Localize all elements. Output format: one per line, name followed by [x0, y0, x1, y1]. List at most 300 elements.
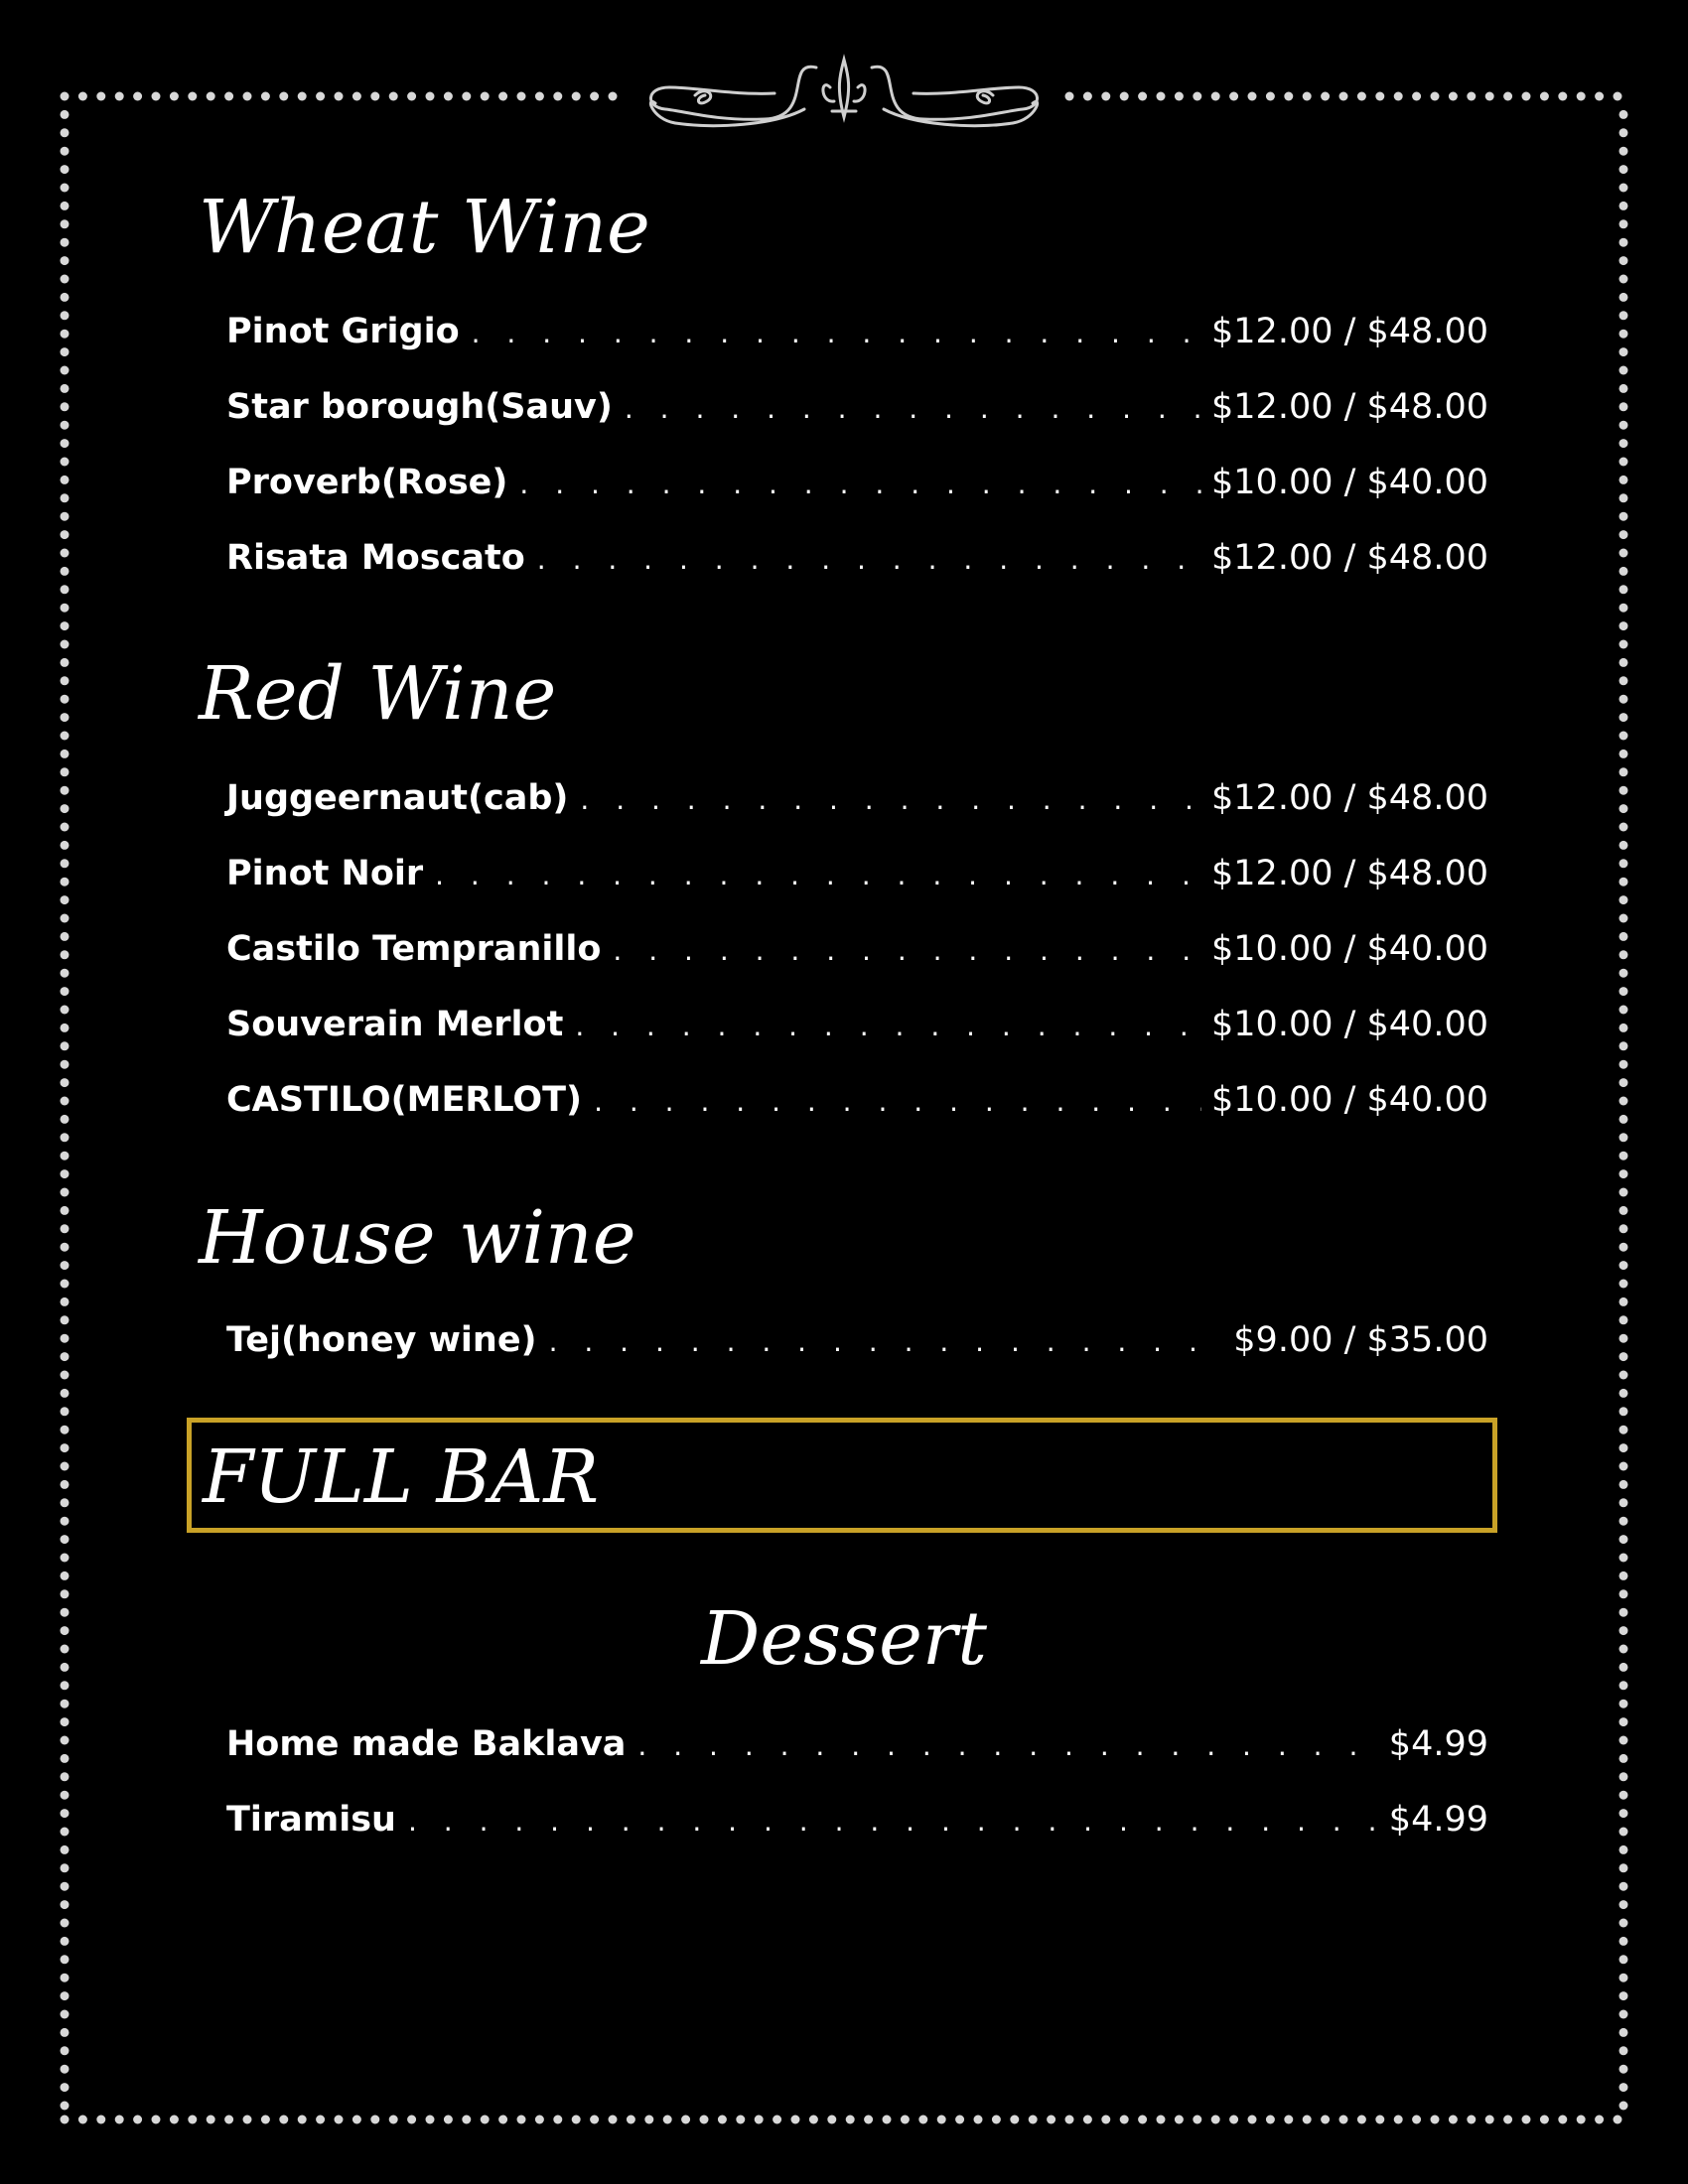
border-dot — [663, 2116, 672, 2124]
border-dot — [407, 92, 416, 101]
border-dot — [1619, 1736, 1628, 1745]
border-dot — [1619, 1078, 1628, 1087]
border-dot — [1540, 92, 1549, 101]
border-dot — [1619, 1041, 1628, 1050]
border-dot — [901, 2116, 910, 2124]
border-dot — [609, 2116, 618, 2124]
border-dot — [61, 1589, 70, 1598]
border-dot — [61, 1480, 70, 1489]
border-dot — [61, 1700, 70, 1708]
border-dot — [61, 878, 70, 887]
border-dot — [61, 2046, 70, 2055]
border-dot — [61, 256, 70, 265]
border-dot — [1229, 2116, 1238, 2124]
item-price: $10.00 / $40.00 — [1211, 929, 1488, 969]
border-dot — [1619, 1754, 1628, 1763]
dot-leader — [435, 852, 1201, 899]
border-dot — [61, 1772, 70, 1781]
item-price: $10.00 / $40.00 — [1211, 1005, 1488, 1044]
border-dot — [1619, 1334, 1628, 1343]
item-price: $12.00 / $48.00 — [1211, 312, 1488, 351]
menu-item-baklava — [226, 1720, 1488, 1768]
border-dot — [1619, 750, 1628, 758]
border-dot — [1101, 92, 1110, 101]
border-dot — [1619, 1809, 1628, 1818]
border-dot — [1619, 804, 1628, 813]
border-dot — [1619, 1498, 1628, 1507]
border-dot — [1157, 2116, 1166, 2124]
item-name: Souverain Merlot — [226, 1005, 564, 1044]
border-dot — [1619, 1426, 1628, 1434]
border-dot — [1266, 92, 1275, 101]
border-dot — [1619, 878, 1628, 887]
border-dot — [61, 950, 70, 959]
border-dot — [1619, 1462, 1628, 1471]
border-dot — [1449, 92, 1458, 101]
item-price: $12.00 / $48.00 — [1211, 854, 1488, 893]
border-dot — [61, 1078, 70, 1087]
border-dot — [261, 92, 270, 101]
border-dot — [352, 2116, 361, 2124]
item-name: Pinot Grigio — [226, 312, 460, 351]
border-dot — [61, 219, 70, 228]
border-dot — [1619, 1006, 1628, 1015]
border-dot — [1619, 2028, 1628, 2037]
border-dot — [1211, 92, 1220, 101]
border-dot — [61, 1955, 70, 1964]
border-dot — [553, 92, 562, 101]
border-dot — [61, 275, 70, 284]
border-dot — [1619, 330, 1628, 339]
border-dot — [61, 293, 70, 302]
border-dot — [1175, 92, 1184, 101]
border-dot — [1431, 2116, 1440, 2124]
border-dot — [1619, 184, 1628, 193]
border-dot — [61, 1315, 70, 1324]
border-dot — [61, 184, 70, 193]
border-dot — [1065, 92, 1074, 101]
border-dot — [61, 1371, 70, 1380]
red-wine-heading: Red Wine — [199, 651, 557, 737]
border-dot — [444, 92, 453, 101]
border-dot — [1619, 786, 1628, 795]
border-dot — [61, 1554, 70, 1563]
dot-leader — [580, 776, 1201, 824]
border-dot — [1619, 1919, 1628, 1928]
border-dot — [1431, 92, 1440, 101]
dot-leader — [575, 1003, 1201, 1050]
border-dot — [61, 458, 70, 467]
border-dot — [1619, 512, 1628, 521]
border-dot — [61, 2116, 70, 2124]
border-dot — [481, 2116, 490, 2124]
menu-item-souverain-merlot — [226, 1001, 1488, 1048]
border-dot — [1619, 1772, 1628, 1781]
border-dot — [78, 92, 87, 101]
border-dot — [1619, 841, 1628, 850]
border-dot — [389, 2116, 398, 2124]
border-dot — [61, 549, 70, 558]
border-dot — [1619, 1717, 1628, 1726]
border-dot — [1193, 92, 1201, 101]
border-dot — [974, 2116, 983, 2124]
border-dot — [1619, 1535, 1628, 1544]
border-dot — [535, 2116, 544, 2124]
dot-leader — [637, 1722, 1378, 1770]
border-dot — [1595, 2116, 1604, 2124]
border-dot — [207, 2116, 215, 2124]
border-dot — [61, 695, 70, 704]
border-dot — [61, 786, 70, 795]
border-dot — [1540, 2116, 1549, 2124]
border-dot — [224, 2116, 233, 2124]
border-dot — [1619, 585, 1628, 594]
border-dot — [133, 2116, 142, 2124]
border-dot — [1619, 1882, 1628, 1891]
border-dot — [61, 421, 70, 430]
item-name: Juggeernaut(cab) — [226, 778, 569, 818]
border-dot — [61, 1974, 70, 1982]
border-dot — [590, 92, 599, 101]
border-dot — [535, 92, 544, 101]
border-dot — [1619, 1133, 1628, 1142]
border-dot — [1619, 1352, 1628, 1361]
item-name: CASTILO(MERLOT) — [226, 1080, 583, 1120]
border-dot — [335, 92, 344, 101]
border-dot — [1619, 293, 1628, 302]
border-dot — [1303, 92, 1312, 101]
border-dot — [61, 402, 70, 411]
border-dot — [1619, 713, 1628, 722]
border-dot — [1619, 1243, 1628, 1252]
border-dot — [1248, 92, 1257, 101]
border-dot — [61, 1188, 70, 1197]
border-dot — [407, 2116, 416, 2124]
border-dot — [1619, 238, 1628, 247]
border-dot — [279, 2116, 288, 2124]
border-dot — [61, 330, 70, 339]
dot-leader — [594, 1078, 1201, 1126]
border-dot — [61, 1297, 70, 1306]
border-dot — [1138, 92, 1147, 101]
border-dot — [61, 2083, 70, 2092]
border-dot — [1558, 92, 1567, 101]
border-dot — [298, 92, 307, 101]
dot-leader — [625, 385, 1201, 433]
border-dot — [1619, 1554, 1628, 1563]
border-dot — [1010, 2116, 1019, 2124]
border-dot — [61, 476, 70, 484]
border-dot — [389, 92, 398, 101]
border-dot — [1619, 640, 1628, 649]
border-dot — [170, 2116, 179, 2124]
border-dot — [1394, 92, 1403, 101]
border-dot — [1577, 92, 1586, 101]
house-wine-heading: House wine — [199, 1195, 636, 1281]
border-dot — [846, 2116, 855, 2124]
item-price: $10.00 / $40.00 — [1211, 463, 1488, 502]
dot-leader — [549, 1318, 1224, 1366]
border-dot — [1619, 1571, 1628, 1580]
border-dot — [1619, 1169, 1628, 1178]
border-dot — [1619, 859, 1628, 868]
border-dot — [61, 1224, 70, 1233]
border-dot — [1485, 92, 1494, 101]
border-dot — [1619, 969, 1628, 978]
border-dot — [1619, 987, 1628, 996]
item-name: Tiramisu — [226, 1800, 396, 1840]
border-dot — [444, 2116, 453, 2124]
menu-item-tiramisu — [226, 1796, 1488, 1843]
border-dot — [61, 1863, 70, 1872]
border-dot — [1522, 92, 1531, 101]
border-dot — [1619, 1152, 1628, 1160]
border-dot — [1619, 549, 1628, 558]
border-dot — [1619, 823, 1628, 832]
border-dot — [1619, 2065, 1628, 2074]
border-dot — [1284, 92, 1293, 101]
item-name: Risata Moscato — [226, 538, 525, 578]
border-dot — [61, 1024, 70, 1032]
menu-item-star-borough — [226, 383, 1488, 431]
border-dot — [1619, 1224, 1628, 1233]
border-dot — [61, 1717, 70, 1726]
border-dot — [61, 1937, 70, 1946]
wheat-wine-heading: Wheat Wine — [199, 185, 650, 270]
border-dot — [1619, 1828, 1628, 1837]
border-dot — [1619, 256, 1628, 265]
border-dot — [1619, 275, 1628, 284]
border-dot — [1303, 2116, 1312, 2124]
item-name: Star borough(Sauv) — [226, 387, 613, 427]
border-dot — [1619, 1681, 1628, 1690]
border-dot — [61, 202, 70, 210]
border-dot — [133, 92, 142, 101]
border-dot — [61, 512, 70, 521]
border-dot — [115, 92, 124, 101]
border-dot — [1619, 1517, 1628, 1526]
border-dot — [1614, 92, 1622, 101]
border-dot — [188, 92, 197, 101]
border-dot — [481, 92, 490, 101]
border-dot — [335, 2116, 344, 2124]
border-dot — [773, 2116, 781, 2124]
border-dot — [1619, 1974, 1628, 1982]
border-dot — [1619, 567, 1628, 576]
border-dot — [279, 92, 288, 101]
border-dot — [1619, 1315, 1628, 1324]
border-dot — [61, 1261, 70, 1270]
border-dot — [864, 2116, 873, 2124]
border-dot — [1619, 110, 1628, 119]
border-dot — [61, 92, 70, 101]
border-dot — [1619, 165, 1628, 174]
border-dot — [937, 2116, 946, 2124]
border-dot — [61, 640, 70, 649]
item-name: Castilo Tempranillo — [226, 929, 602, 969]
border-dot — [1619, 621, 1628, 630]
full-bar-heading: FULL BAR — [203, 1434, 600, 1520]
border-dot — [1339, 2116, 1348, 2124]
dot-leader — [519, 461, 1201, 508]
border-dot — [1619, 1188, 1628, 1197]
border-dot — [462, 92, 471, 101]
border-dot — [1357, 2116, 1366, 2124]
border-dot — [809, 2116, 818, 2124]
item-price: $4.99 — [1388, 1724, 1488, 1764]
border-dot — [681, 2116, 690, 2124]
border-dot — [61, 1754, 70, 1763]
border-dot — [572, 2116, 581, 2124]
border-dot — [61, 2028, 70, 2037]
border-dot — [1503, 2116, 1512, 2124]
border-dot — [426, 92, 435, 101]
border-dot — [243, 2116, 252, 2124]
border-dot — [1619, 2010, 1628, 2019]
border-dot — [61, 1900, 70, 1909]
border-dot — [61, 110, 70, 119]
border-dot — [61, 841, 70, 850]
border-dot — [1619, 458, 1628, 467]
border-dot — [1619, 1407, 1628, 1416]
border-dot — [224, 92, 233, 101]
border-dot — [1595, 92, 1604, 101]
item-name: Tej(honey wine) — [226, 1320, 537, 1360]
border-dot — [61, 1041, 70, 1050]
dot-leader — [472, 310, 1201, 357]
border-dot — [61, 750, 70, 758]
border-dot — [1619, 219, 1628, 228]
menu-item-proverb-rose — [226, 459, 1488, 506]
border-dot — [1467, 92, 1476, 101]
border-dot — [1619, 1700, 1628, 1708]
border-dot — [700, 2116, 709, 2124]
border-dot — [1619, 658, 1628, 667]
border-dot — [1619, 476, 1628, 484]
border-dot — [61, 1681, 70, 1690]
border-dot — [1619, 767, 1628, 776]
border-dot — [498, 92, 507, 101]
border-dot — [1619, 1097, 1628, 1106]
border-dot — [61, 713, 70, 722]
border-dot — [1619, 1261, 1628, 1270]
border-dot — [61, 311, 70, 320]
border-dot — [1485, 2116, 1494, 2124]
border-dot — [61, 1006, 70, 1015]
border-dot — [955, 2116, 964, 2124]
border-dot — [261, 2116, 270, 2124]
border-dot — [644, 2116, 653, 2124]
border-dot — [61, 1571, 70, 1580]
border-dot — [918, 2116, 927, 2124]
border-dot — [61, 1115, 70, 1124]
border-dot — [61, 2010, 70, 2019]
border-dot — [1266, 2116, 1275, 2124]
border-dot — [370, 2116, 379, 2124]
border-dot — [61, 1280, 70, 1289]
border-dot — [61, 439, 70, 448]
border-dot — [61, 895, 70, 904]
border-dot — [1619, 493, 1628, 502]
border-dot — [61, 1206, 70, 1215]
border-dot — [61, 804, 70, 813]
border-dot — [61, 1535, 70, 1544]
border-dot — [1619, 1480, 1628, 1489]
border-dot — [1211, 2116, 1220, 2124]
menu-item-castilo-tempranillo — [226, 925, 1488, 973]
border-dot — [1619, 914, 1628, 923]
border-dot — [152, 2116, 161, 2124]
border-dot — [1619, 1589, 1628, 1598]
border-dot — [298, 2116, 307, 2124]
border-dot — [1619, 202, 1628, 210]
border-dot — [992, 2116, 1001, 2124]
border-dot — [1065, 2116, 1074, 2124]
border-dot — [61, 1517, 70, 1526]
border-dot — [1619, 1845, 1628, 1854]
border-dot — [61, 1169, 70, 1178]
border-dot — [61, 1882, 70, 1891]
item-name: Home made Baklava — [226, 1724, 627, 1764]
border-dot — [1619, 1115, 1628, 1124]
border-dot — [61, 366, 70, 375]
border-dot — [1467, 2116, 1476, 2124]
border-dot — [1321, 2116, 1330, 2124]
border-dot — [1101, 2116, 1110, 2124]
border-dot — [1619, 695, 1628, 704]
border-dot — [1619, 1206, 1628, 1215]
border-dot — [1619, 2083, 1628, 2092]
border-dot — [1229, 92, 1238, 101]
border-dot — [1619, 950, 1628, 959]
border-dot — [1619, 1024, 1628, 1032]
item-price: $12.00 / $48.00 — [1211, 538, 1488, 578]
border-dot — [1619, 1371, 1628, 1380]
border-dot — [61, 621, 70, 630]
item-price: $12.00 / $48.00 — [1211, 387, 1488, 427]
border-dot — [1375, 92, 1384, 101]
border-dot — [61, 1736, 70, 1745]
border-dot — [96, 92, 105, 101]
border-dot — [61, 147, 70, 156]
border-dot — [827, 2116, 836, 2124]
border-dot — [1619, 128, 1628, 137]
border-dot — [1619, 732, 1628, 741]
menu-item-pinot-noir — [226, 850, 1488, 897]
border-dot — [1619, 1991, 1628, 2000]
border-dot — [61, 1845, 70, 1854]
border-dot — [609, 92, 618, 101]
border-dot — [61, 1133, 70, 1142]
border-dot — [1619, 530, 1628, 539]
border-dot — [61, 384, 70, 393]
border-dot — [1412, 92, 1421, 101]
border-dot — [590, 2116, 599, 2124]
border-dot — [517, 2116, 526, 2124]
border-dot — [1619, 384, 1628, 393]
border-dot — [1619, 1791, 1628, 1800]
border-dot — [243, 92, 252, 101]
border-dot — [1619, 2102, 1628, 2111]
border-dot — [61, 732, 70, 741]
border-dot — [61, 767, 70, 776]
border-dot — [1284, 2116, 1293, 2124]
border-dot — [1619, 676, 1628, 685]
border-dot — [61, 1352, 70, 1361]
border-dot — [1619, 1955, 1628, 1964]
border-dot — [61, 987, 70, 996]
border-dot — [1503, 92, 1512, 101]
